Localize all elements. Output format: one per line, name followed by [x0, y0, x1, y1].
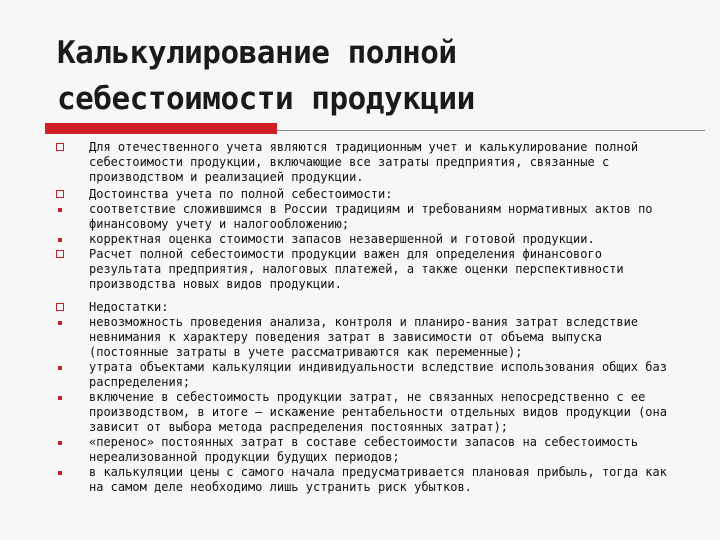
list-item [0, 140, 674, 185]
list-item-text: Недостатки: [89, 300, 169, 314]
square-outline-icon [56, 143, 64, 151]
list-item-text: невозможность проведения анализа, контроля и планиро-вания затрат вследствие невнимания к характеру поведения затрат в зависимости от объема выпуска (постоянные затраты в учете рассматриваются как переменные); [89, 315, 639, 359]
square-filled-icon [58, 471, 62, 475]
square-filled-icon [58, 321, 62, 325]
list-item [0, 247, 674, 292]
page-title [57, 30, 697, 122]
square-filled-icon [58, 441, 62, 445]
square-filled-icon [58, 208, 62, 212]
list-item [0, 465, 674, 495]
list-item-text: Достоинства учета по полной себестоимости: [89, 187, 393, 201]
list-item [0, 360, 674, 390]
list-item-text: «перенос» постоянных затрат в составе себестоимости запасов на себестоимость нереализованной продукции будущих периодов; [89, 435, 639, 464]
list-item [0, 300, 674, 315]
title-line-1: Калькулирование полной [57, 35, 457, 71]
square-outline-icon [56, 303, 64, 311]
list-item-text: включение в себестоимость продукции затрат, не связанных непосредственно с ее производством, в итоге – искажение рентабельности отдельных видов продукции (она зависит от выбора метода распределения постоянных затрат); [89, 390, 667, 434]
list-item-text: утрата объектами калькуляции индивидуальности вследствие использования общих баз распределения; [89, 360, 667, 389]
list-item [0, 232, 674, 247]
bullet-list [0, 138, 720, 495]
title-line-2: себестоимости продукции [57, 81, 475, 117]
list-item-text: Расчет полной себестоимости продукции важен для определения финансового результата предприятия, налоговых платежей, а также оценки перспективности производства новых видов продукции. [89, 247, 624, 291]
square-outline-icon [56, 190, 64, 198]
list-item [0, 435, 674, 465]
square-filled-icon [58, 366, 62, 370]
square-filled-icon [58, 396, 62, 400]
square-filled-icon [58, 238, 62, 242]
list-item [0, 187, 674, 202]
list-item-text: корректная оценка стоимости запасов незавершенной и готовой продукции. [89, 232, 595, 246]
list-item-text: в калькуляции цены с самого начала предусматривается плановая прибыль, тогда как на самом деле необходимо лишь устранить риск убытков. [89, 465, 667, 494]
list-item-text: соответствие сложившимся в России традициям и требованиям нормативных актов по финансовому учету и налогообложению; [89, 202, 653, 231]
list-item [0, 202, 674, 232]
list-item [0, 315, 674, 360]
square-outline-icon [56, 250, 64, 258]
title-accent-bar [45, 123, 277, 134]
list-item-text: Для отечественного учета являются традиционным учет и калькулирование полной себестоимости продукции, включающие все затраты предприятия, связанные с производством и реализацией продукции. [89, 140, 639, 184]
list-item [0, 390, 674, 435]
